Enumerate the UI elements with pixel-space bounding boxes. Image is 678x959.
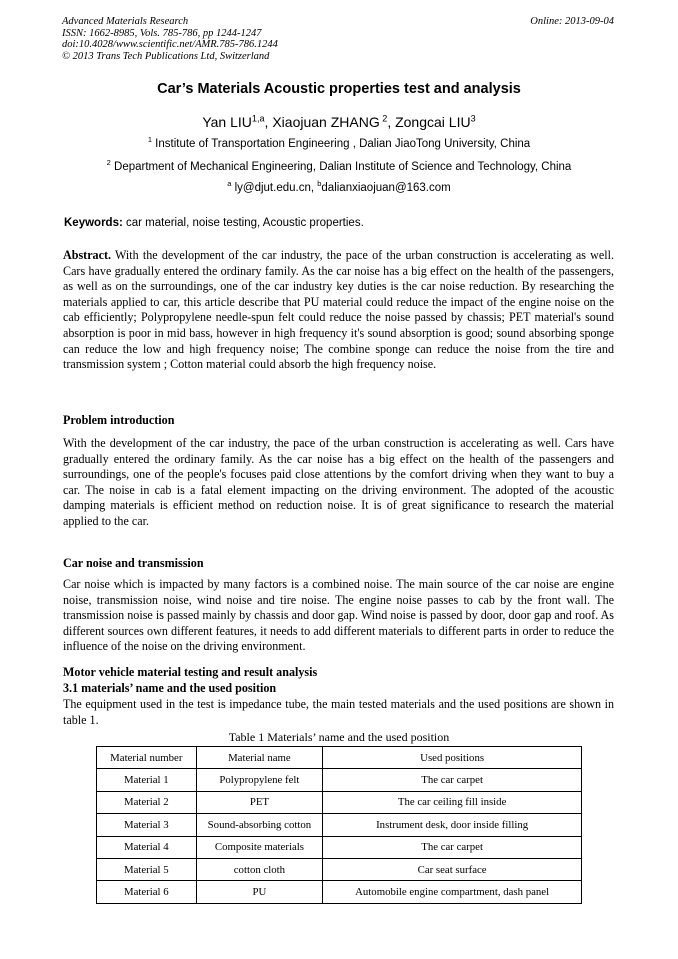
table-cell: Material 6 bbox=[97, 881, 197, 903]
table-header-cell: Used positions bbox=[323, 747, 582, 769]
author-name: Xiaojuan ZHANG bbox=[272, 114, 380, 130]
table-cell: The car carpet bbox=[323, 769, 582, 791]
table-row bbox=[97, 814, 582, 836]
section-paragraph: With the development of the car industry, the pace of the urban construction is accelerating as well. Cars have gradually entered the ordinary family. As the car noise has a big effect on the health of the passengers and surroundings, one of the people's focuses paid close attentions by the comfort driving when they want to buy a car. The noise in cab is a fatal element impacting on the driving environment. The adopted of the acoustic damping materials is efficient method on reduction noise. It is of great significance to research the material applied to the car. bbox=[63, 436, 614, 528]
table-row bbox=[97, 881, 582, 903]
table-cell: PET bbox=[196, 791, 323, 813]
affiliation-1 bbox=[0, 135, 678, 150]
email-superscript: a bbox=[227, 179, 232, 189]
affiliation-superscript: 2 bbox=[106, 158, 111, 168]
copyright-line: © 2013 Trans Tech Publications Ltd, Switzerland bbox=[62, 50, 270, 62]
table-cell: Composite materials bbox=[196, 836, 323, 858]
affiliation-text: Institute of Transportation Engineering , Dalian JiaoTong University, China bbox=[151, 138, 531, 150]
table-cell: PU bbox=[196, 881, 323, 903]
author-name: Yan LIU bbox=[202, 114, 252, 130]
table-cell: Sound-absorbing cotton bbox=[196, 814, 323, 836]
doi-line: doi:10.4028/www.scientific.net/AMR.785-786.1244 bbox=[62, 39, 278, 50]
author-line bbox=[0, 114, 678, 130]
table-cell: cotton cloth bbox=[196, 858, 323, 880]
abstract-label: Abstract. bbox=[63, 248, 112, 262]
paper-title: Car’s Materials Acoustic properties test and analysis bbox=[157, 81, 521, 97]
table-cell: Material 3 bbox=[97, 814, 197, 836]
table-cell: Car seat surface bbox=[323, 858, 582, 880]
keywords-line bbox=[64, 217, 364, 229]
author-separator: , bbox=[387, 114, 396, 130]
section-paragraph: The equipment used in the test is impedance tube, the main tested materials and the used positions are shown in table 1. bbox=[63, 697, 614, 727]
table-cell: The car ceiling fill inside bbox=[323, 791, 582, 813]
section-paragraph: Car noise which is impacted by many factors is a combined noise. The main source of the car noise are engine noise, transmission noise, wind noise and tire noise. The engine noise passes to cab by the front wall. The transmission noise is passed mainly by chassis and door gap. Wind noise is passed by door, door gap and roof. As different sources own different features, it needs to add different materials to different parts in order to reduce the influence of the noise on the driving environment. bbox=[63, 577, 614, 654]
table-cell: Instrument desk, door inside filling bbox=[323, 814, 582, 836]
table-row bbox=[97, 858, 582, 880]
abstract-text: With the development of the car industry, the pace of the urban construction is accelerating as well. Cars have gradually entered the ordinary family. As the car noise has a big effect on the health of the passengers, as well as on the surroundings, one of the car industry key duties is the car noise reduction. By researching the materials applied to car, this article describe that PU material could reduce the impact of the engine noise on the cab efficiently; Polypropylene needle-spun felt could reduce the noise passed by chassis; PET material's sound absorption is poor in mid bass, however in high frequency it's sound absorption is good; sound absorbing sponge can reduce the low and high frequency noise; The combine sponge can reduce the noise from the tire and transmission system ; Cotton material could absorb the high frequency noise. bbox=[63, 248, 614, 372]
materials-table bbox=[96, 746, 582, 904]
author-superscript: 2 bbox=[379, 113, 388, 124]
journal-header bbox=[62, 16, 278, 62]
online-date: Online: 2013-09-04 bbox=[530, 16, 614, 27]
keywords-text: car material, noise testing, Acoustic properties. bbox=[122, 217, 364, 229]
email-text: ly@djut.edu.cn, bbox=[231, 182, 318, 194]
table-cell: Material 4 bbox=[97, 836, 197, 858]
table-cell: Material 1 bbox=[97, 769, 197, 791]
table-cell: Polypropylene felt bbox=[196, 769, 323, 791]
table-header-cell: Material name bbox=[196, 747, 323, 769]
affiliation-text: Department of Mechanical Engineering, Dalian Institute of Science and Technology, China bbox=[110, 161, 572, 173]
section-heading: Problem introduction bbox=[63, 413, 175, 427]
author-separator: , bbox=[264, 114, 273, 130]
abstract-paragraph bbox=[63, 248, 614, 373]
author-superscript: 3 bbox=[470, 113, 476, 124]
section-heading: Motor vehicle material testing and result analysis bbox=[63, 665, 318, 679]
table-header-cell: Material number bbox=[97, 747, 197, 769]
email-superscript: b bbox=[317, 179, 322, 189]
table-cell: The car carpet bbox=[323, 836, 582, 858]
table-header-row bbox=[97, 747, 582, 769]
keywords-label: Keywords: bbox=[64, 217, 123, 229]
table-cell: Material 2 bbox=[97, 791, 197, 813]
author-name: Zongcai LIU bbox=[395, 114, 471, 130]
section-heading: Car noise and transmission bbox=[63, 556, 204, 570]
table-caption: Table 1 Materials’ name and the used position bbox=[228, 730, 450, 744]
affiliation-2 bbox=[0, 158, 678, 173]
issn-line: ISSN: 1662-8985, Vols. 785-786, pp 1244-1247 bbox=[62, 27, 262, 39]
subsection-heading: 3.1 materials’ name and the used position bbox=[63, 681, 277, 695]
journal-name: Advanced Materials Research bbox=[62, 16, 189, 27]
table-row bbox=[97, 769, 582, 791]
table-cell: Material 5 bbox=[97, 858, 197, 880]
table-row bbox=[97, 836, 582, 858]
affiliation-superscript: 1 bbox=[147, 135, 152, 145]
table-cell: Automobile engine compartment, dash panel bbox=[323, 881, 582, 903]
author-superscript: 1,a bbox=[251, 113, 265, 124]
table-row bbox=[97, 791, 582, 813]
email-line bbox=[0, 179, 678, 194]
email-text: dalianxiaojuan@163.com bbox=[321, 182, 451, 194]
